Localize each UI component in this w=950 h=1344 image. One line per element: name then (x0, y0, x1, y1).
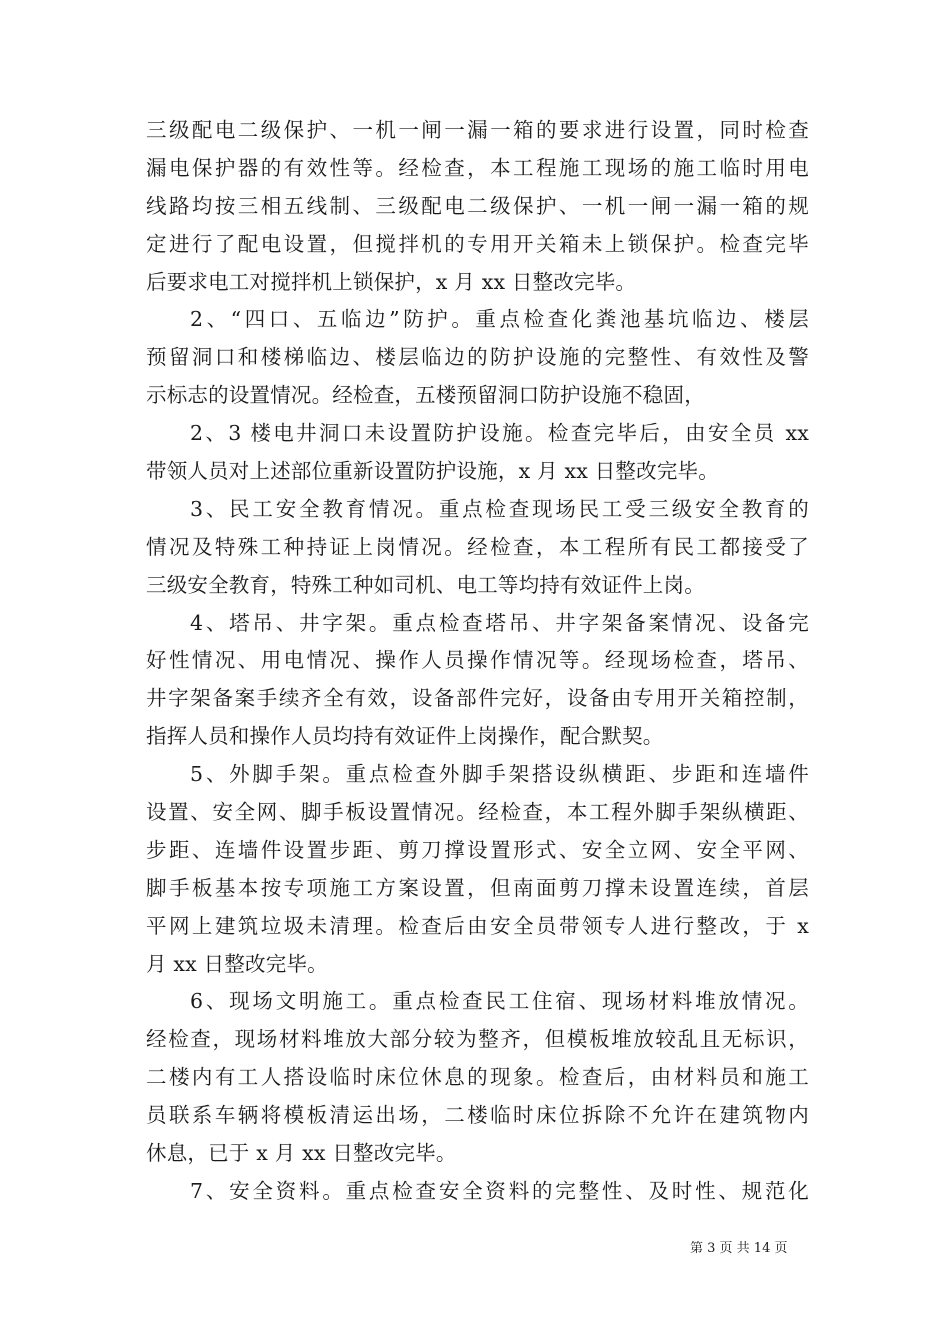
text-line: 预留洞口和楼梯临边、楼层临边的防护设施的完整性、有效性及警 (146, 345, 809, 370)
text-line: 员联系车辆将模板清运出场，二楼临时床位拆除不允许在建筑物内 (146, 1103, 809, 1128)
text-line: 后要求电工对搅拌机上锁保护，x 月 xx 日整改完毕。 (146, 269, 637, 294)
text-line: 示标志的设置情况。经检查，五楼预留洞口防护设施不稳固， (146, 383, 705, 408)
document-body (146, 112, 809, 1211)
text-line: 经检查，现场材料堆放大部分较为整齐，但模板堆放较乱且无标识， (146, 1027, 809, 1052)
text-line: 指挥人员和操作人员均持有效证件上岗操作，配合默契。 (146, 724, 664, 749)
text-line: 带领人员对上述部位重新设置防护设施，x 月 xx 日整改完毕。 (146, 459, 719, 484)
text-line: 7、安全资料。重点检查安全资料的完整性、及时性、规范化 (190, 1178, 809, 1203)
text-line: 三级安全教育，特殊工种如司机、电工等均持有效证件上岗。 (146, 572, 705, 597)
text-line: 休息，已于 x 月 xx 日整改完毕。 (146, 1141, 457, 1166)
text-line: 4、塔吊、井字架。重点检查塔吊、井字架备案情况、设备完 (190, 610, 809, 635)
text-line: 定进行了配电设置，但搅拌机的专用开关箱未上锁保护。检查完毕 (146, 231, 809, 256)
text-line: 漏电保护器的有效性等。经检查，本工程施工现场的施工临时用电 (146, 155, 809, 180)
text-line: 6、现场文明施工。重点检查民工住宿、现场材料堆放情况。 (190, 989, 809, 1014)
page-number: 第 3 页 共 14 页 (690, 1241, 788, 1256)
text-line: 井字架备案手续齐全有效，设备部件完好，设备由专用开关箱控制， (146, 686, 809, 711)
text-line: 情况及特殊工种持证上岗情况。经检查，本工程所有民工都接受了 (146, 534, 809, 559)
text-line: 脚手板基本按专项施工方案设置，但南面剪刀撑未设置连续，首层 (146, 875, 809, 900)
text-line: 三级配电二级保护、一机一闸一漏一箱的要求进行设置，同时检查 (146, 118, 809, 142)
text-line: 月 xx 日整改完毕。 (146, 951, 328, 976)
text-line: 5、外脚手架。重点检查外脚手架搭设纵横距、步距和连墙件 (190, 762, 809, 787)
text-line: 设置、安全网、脚手板设置情况。经检查，本工程外脚手架纵横距、 (146, 800, 809, 825)
text-line: 二楼内有工人搭设临时床位休息的现象。检查后，由材料员和施工 (146, 1065, 809, 1090)
text-line: 2、“四口、五临边”防护。重点检查化粪池基坑临边、楼层 (190, 307, 809, 332)
text-line: 2、3 楼电井洞口未设置防护设施。检查完毕后，由安全员 xx (190, 421, 809, 446)
text-line: 好性情况、用电情况、操作人员操作情况等。经现场检查，塔吊、 (146, 648, 809, 673)
text-line: 线路均按三相五线制、三级配电二级保护、一机一闸一漏一箱的规 (146, 193, 809, 218)
text-line: 步距、连墙件设置步距、剪刀撑设置形式、安全立网、安全平网、 (146, 837, 809, 862)
text-line: 平网上建筑垃圾未清理。检查后由安全员带领专人进行整改，于 x (146, 913, 809, 938)
text-line: 3、民工安全教育情况。重点检查现场民工受三级安全教育的 (190, 496, 809, 521)
